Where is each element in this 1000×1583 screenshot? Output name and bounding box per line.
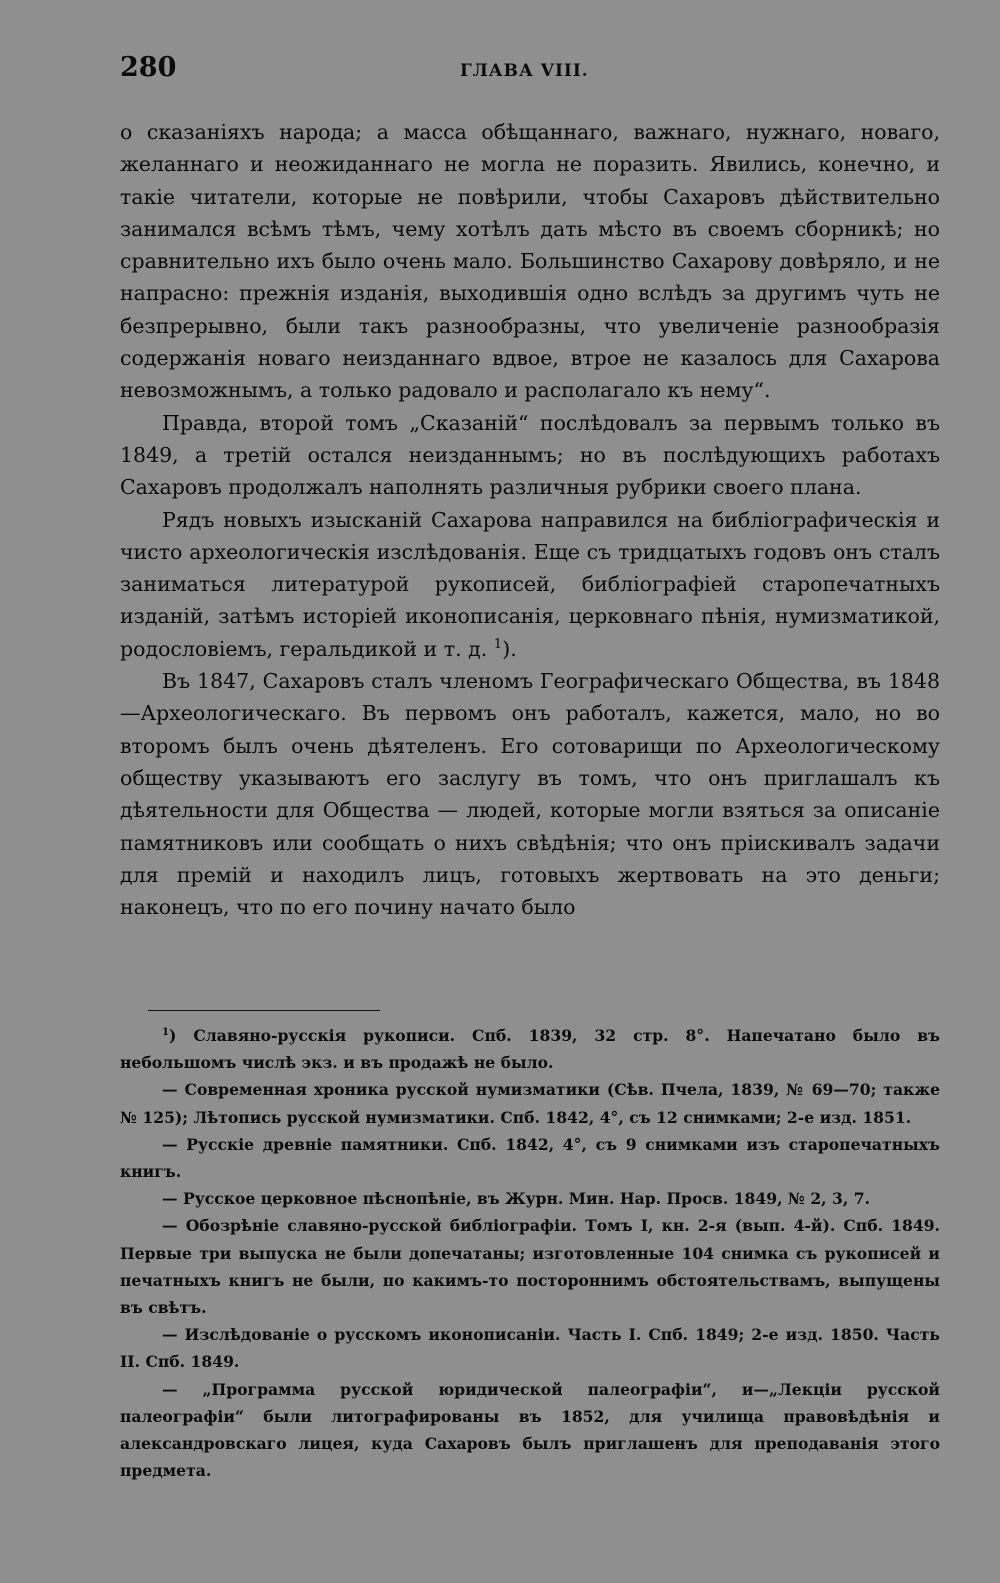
paragraph-3 <box>120 504 940 665</box>
footnote-marker: 1 <box>162 1025 170 1038</box>
page-number: 280 <box>120 52 177 83</box>
footnote-separator <box>148 1010 380 1011</box>
page-header <box>120 52 940 92</box>
paragraph-3-text: Рядъ новыхъ изысканій Сахарова направился на библіографическія и чисто археологическія изслѣдованія. Еще съ тридцатыхъ годовъ онъ сталъ заниматься литературой рукописей, библіографіей старопечатныхъ изданій, затѣмъ исторіей иконописанія, церковнаго пѣнія, нумизматикой, родословіемъ, геральдикой и т. д. <box>120 507 940 661</box>
footnote-entry-7: — „Программа русской юридической палеографіи“, и—„Лекціи русской палеографіи“ были литографированы въ 1852, для училища правовѣдѣнія и александровскаго лицея, куда Сахаровъ былъ приглашенъ для преподаванія этого предмета. <box>120 1379 940 1481</box>
footnote-entry-6: — Изслѣдованіе о русскомъ иконописаніи. Часть I. Спб. 1849; 2-е изд. 1850. Часть II. Спб. 1849. <box>120 1325 940 1372</box>
footnote-entry-2: — Современная хроника русской нумизматики (Сѣв. Пчела, 1839, № 69—70; также № 125); Лѣтопись русской нумизматики. Спб. 1842, 4°, съ 12 снимками; 2-е изд. 1851. <box>120 1080 940 1127</box>
footnote-reference: 1 <box>493 636 503 652</box>
footnote-entry-5: — Обозрѣніе славяно-русской библіографіи. Томъ I, кн. 2-я (вып. 4-й). Спб. 1849. Первые три выпуска не были допечатаны; изготовленные 104 снимка съ рукописей и печатныхъ книгъ не были, по какимъ-то постороннимъ обстоятельствамъ, выпущены въ свѣтъ. <box>120 1216 940 1318</box>
main-text <box>120 116 940 923</box>
paragraph-1: о сказаніяхъ народа; а масса обѣщаннаго, важнаго, нужнаго, новаго, желаннаго и неожиданнаго не могла не поразить. Явились, конечно, и такіе читатели, которые не повѣрили, чтобы Сахаровъ дѣйствительно занимался всѣмъ тѣмъ, чему хотѣлъ дать мѣсто въ своемъ сборникѣ; но сравнительно ихъ было очень мало. Большинство Сахарову довѣряло, и не напрасно: прежнія изданія, выходившія одно вслѣдъ за другимъ чуть не безпрерывно, были такъ разнообразны, что увеличеніе разнообразія содержанія новаго неизданнаго вдвое, втрое не казалось для Сахарова невозможнымъ, а только радовало и располагало къ нему“. <box>120 120 940 403</box>
paragraph-2: Правда, второй томъ „Сказаній“ послѣдовалъ за первымъ только въ 1849, а третій остался неизданнымъ; но въ послѣдующихъ работахъ Сахаровъ продолжалъ наполнять различныя рубрики своего плана. <box>120 410 940 500</box>
footnote-entry-3: — Русскіе древніе памятники. Спб. 1842, 4°, съ 9 снимками изъ старопечатныхъ книгъ. <box>120 1134 940 1182</box>
paragraph-3-tail: ). <box>502 636 517 661</box>
footnote-1 <box>120 1022 940 1076</box>
footnote-1-text: ) Славяно-русскія рукописи. Спб. 1839, 32 стр. 8°. Напечатано было въ небольшомъ числѣ экз. и въ продажѣ не было. <box>120 1026 940 1073</box>
footnotes <box>120 1022 940 1484</box>
footnote-entry-4: — Русское церковное пѣснопѣніе, въ Журн. Мин. Нар. Просв. 1849, № 2, 3, 7. <box>162 1189 871 1209</box>
chapter-running-head: ГЛАВА VIII. <box>460 61 589 81</box>
paragraph-4: Въ 1847, Сахаровъ сталъ членомъ Географическаго Общества, въ 1848—Археологическаго. Въ первомъ онъ работалъ, кажется, мало, но во второмъ былъ очень дѣятеленъ. Его сотоварищи по Археологическому обществу указываютъ его заслугу въ томъ, что онъ приглашалъ къ дѣятельности для Общества — людей, которые могли взяться за описаніе памятниковъ или сообщать о нихъ свѣдѣнія; что онъ пріискивалъ задачи для премій и находилъ лицъ, готовыхъ жертвовать на это деньги; наконецъ, что по его почину начато было <box>120 669 940 920</box>
